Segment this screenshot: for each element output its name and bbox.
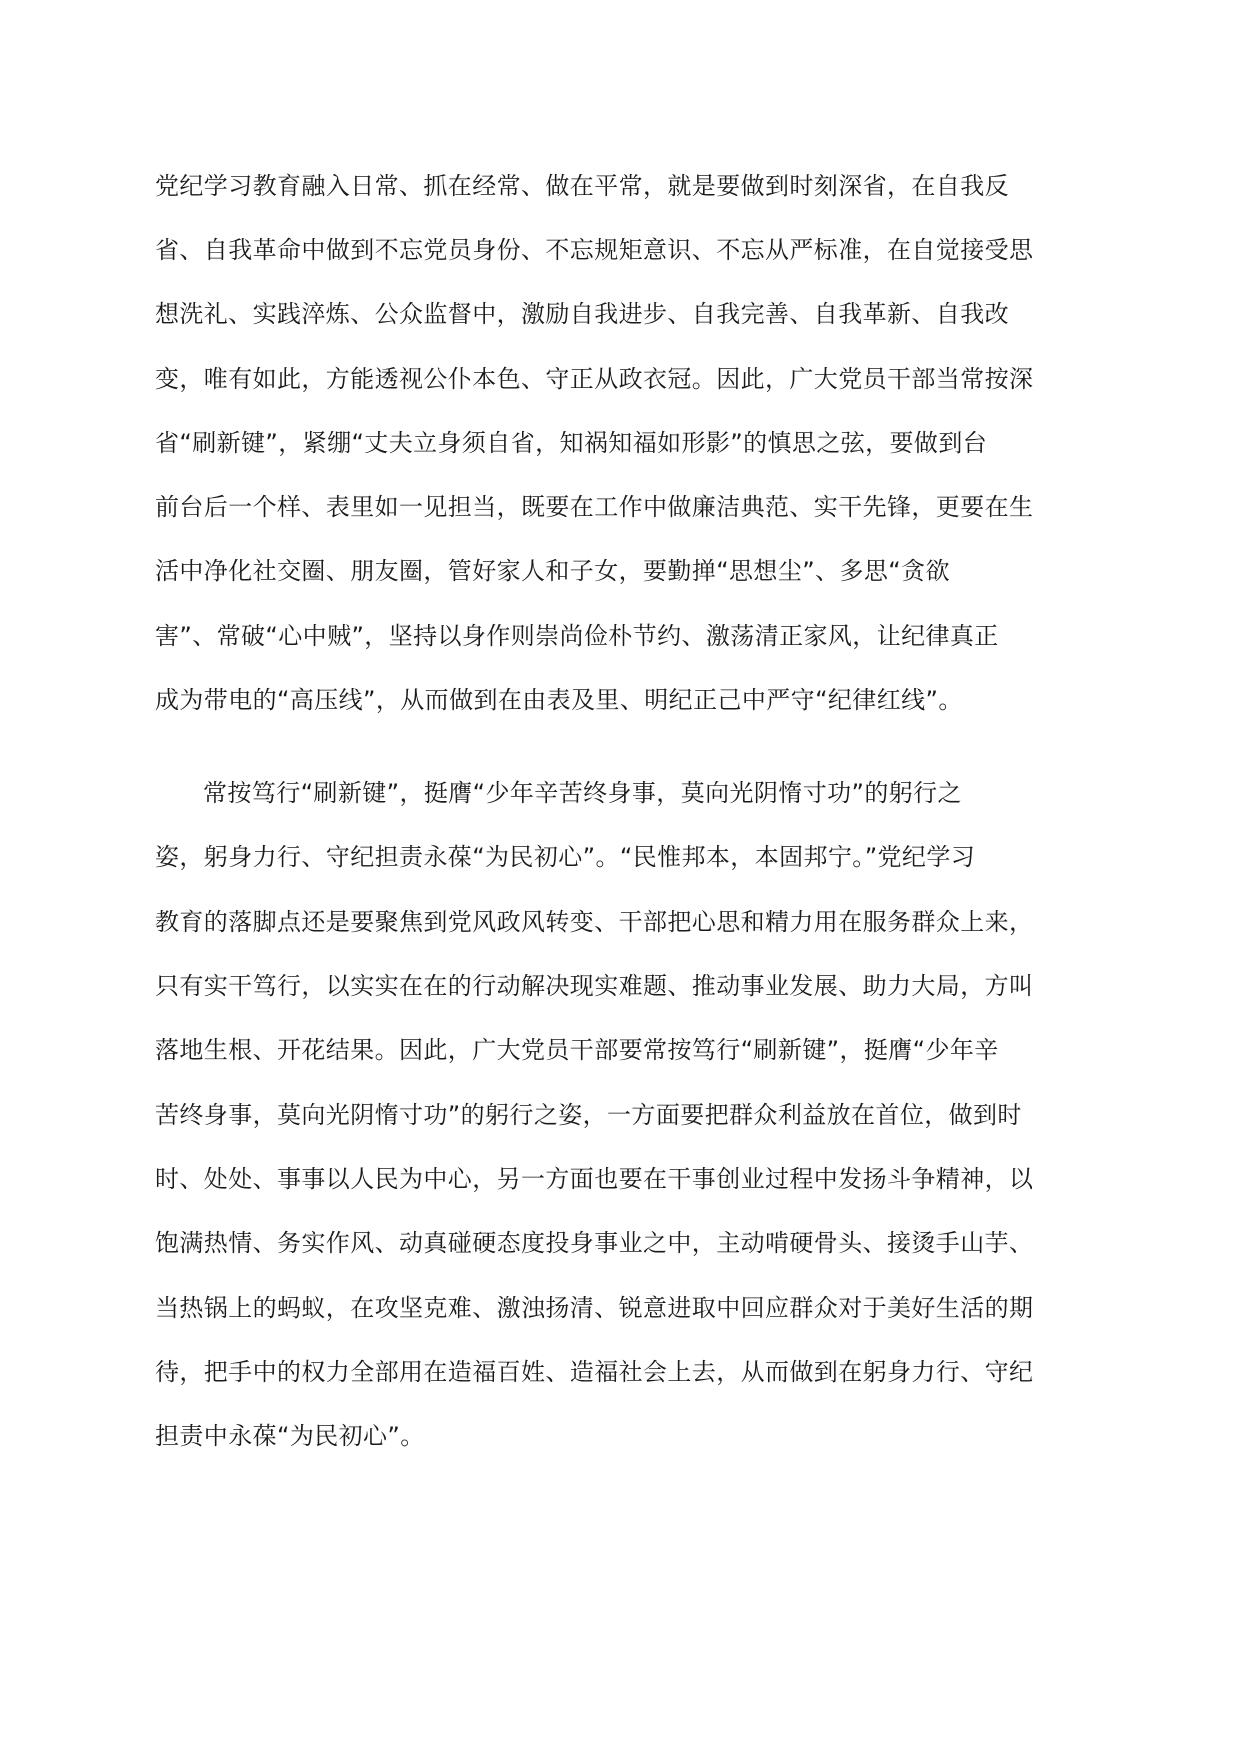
text-line: 只有实干笃行，以实实在在的行动解决现实难题、推动事业发展、助力大局，方叫	[155, 972, 1034, 1000]
text-line: 成为带电的“高压线”，从而做到在由表及里、明纪正己中严守“纪律红线”。	[155, 686, 963, 714]
text-line: 党纪学习教育融入日常、抓在经常、做在平常，就是要做到时刻深省，在自我反	[155, 172, 1009, 200]
text-line: 害”、常破“心中贼”，坚持以身作则崇尚俭朴节约、激荡清正家风，让纪律真正	[155, 622, 999, 650]
text-line: 活中净化社交圈、朋友圈，管好家人和子女，要勤掸“思想尘”、多思“贪欲	[155, 557, 950, 585]
text-line: 常按笃行“刷新键”，挺膺“少年辛苦终身事，莫向光阴惰寸功”的躬行之	[203, 779, 962, 807]
text-line: 担责中永葆“为民初心”。	[155, 1422, 425, 1450]
text-line: 待，把手中的权力全部用在造福百姓、造福社会上去，从而做到在躬身力行、守纪	[155, 1358, 1034, 1386]
text-line: 前台后一个样、表里如一见担当，既要在工作中做廉洁典范、实干先锋，更要在生	[155, 493, 1034, 521]
text-line: 当热锅上的蚂蚁，在攻坚克难、激浊扬清、锐意进取中回应群众对于美好生活的期	[155, 1294, 1034, 1322]
text-line: 省、自我革命中做到不忘党员身份、不忘规矩意识、不忘从严标准，在自觉接受思	[155, 236, 1034, 264]
text-line: 苦终身事，莫向光阴惰寸功”的躬行之姿，一方面要把群众利益放在首位，做到时	[155, 1101, 1022, 1129]
text-line: 时、处处、事事以人民为中心，另一方面也要在干事创业过程中发扬斗争精神，以	[155, 1165, 1034, 1193]
text-line: 省“刷新键”，紧绷“丈夫立身须自省，知祸知福如形影”的慎思之弦，要做到台	[155, 429, 988, 457]
text-line: 教育的落脚点还是要聚焦到党风政风转变、干部把心思和精力用在服务群众上来，	[155, 908, 1034, 936]
text-line: 想洗礼、实践淬炼、公众监督中，激励自我进步、自我完善、自我革新、自我改	[155, 300, 1009, 328]
text-line: 变，唯有如此，方能透视公仆本色、守正从政衣冠。因此，广大党员干部当常按深	[155, 365, 1034, 393]
text-line: 姿，躬身力行、守纪担责永葆“为民初心”。“民惟邦本，本固邦宁。”党纪学习	[155, 843, 976, 871]
text-line: 饱满热情、务实作风、动真碰硬态度投身事业之中，主动啃硬骨头、接烫手山芋、	[155, 1229, 1034, 1257]
text-line: 落地生根、开花结果。因此，广大党员干部要常按笃行“刷新键”，挺膺“少年辛	[155, 1036, 999, 1064]
